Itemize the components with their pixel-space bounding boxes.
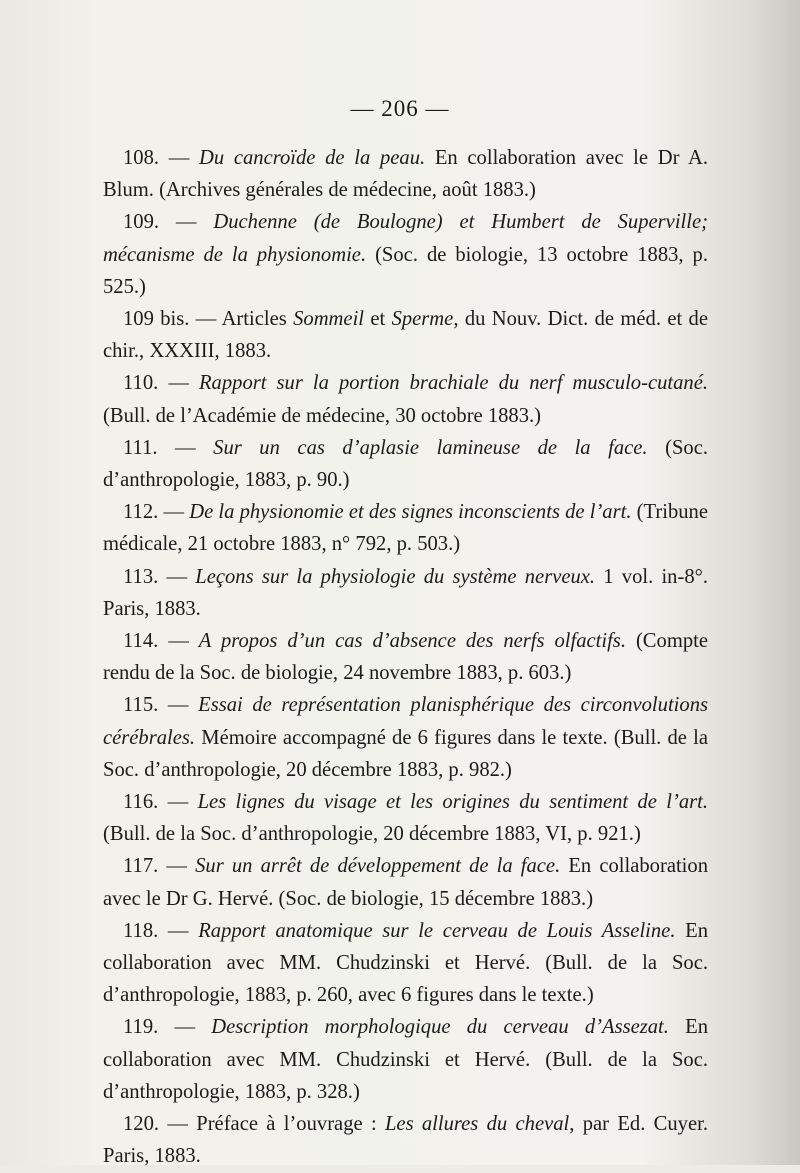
entry-title: Sur un arrêt de développement de la face. [195,855,561,878]
entry-number: 118. [123,919,159,942]
entry-text: En collaboration avec MM. Chudzinski et Hervé. (Bull. de la Soc. d’anthropologie, 1883, p. 328.) [103,1016,709,1103]
entry-number: 109. [123,211,160,234]
entry-text: Mémoire accompagné de 6 figures dans le texte. (Bull. de la Soc. d’anthropologie, 20 décembre 1883, p. 982.) [103,726,708,781]
entry-title: Les lignes du visage et les origines du sentiment de l’art. [197,791,709,814]
entry-text: , par Ed. Cuyer. Paris, 1883. [103,1113,708,1168]
entry-text: (Bull. de l’Académie de médecine, 30 octobre 1883.) [103,404,542,427]
bibliography-entry: 110. — Rapport sur la portion brachiale du nerf musculo-cutané. (Bull. de l’Académie de médecine, 30 octobre 1883.) [103,372,709,427]
bibliography-entry: 109 bis. — Articles Sommeil et Sperme, du Nouv. Dict. de méd. et de chir., XXXIII, 1883. [103,308,708,363]
entry-number: 112. [123,501,159,524]
entry-title: Description morphologique du cerveau d’Assezat. [211,1016,669,1039]
entry-text: En collaboration avec le Dr A. Blum. (Archives générales de médecine, août 1883.) [103,147,708,202]
bibliography-entry: 115. — Essai de représentation planisphérique des circonvolutions cérébrales. Mémoire accompagné de 6 figures dans le texte. (Bull. de la Soc. d’anthropologie, 20 décembre 1883, p. 982.) [103,694,709,781]
entry-text: (Soc. d’anthropologie, 1883, p. 90.) [103,436,709,492]
entry-title: Du cancroïde de la peau. [199,147,426,169]
entry-title: Essai de représentation planisphérique des circonvolutions cérébrales. [103,694,709,749]
bibliography-entry: 112. — De la physionomie et des signes inconscients de l’art. (Tribune médicale, 21 octobre 1883, n° 792, p. 503.) [103,501,708,556]
entry-text: (Soc. de biologie, 13 octobre 1883, p. 525.) [103,243,708,298]
bibliography-entry: 116. — Les lignes du visage et les origines du sentiment de l’art. (Bull. de la Soc. d’anthropologie, 20 décembre 1883, VI, p. 921.) [103,791,709,846]
entry-number: 120. [123,1113,160,1136]
bibliography-entry: 117. — Sur un arrêt de développement de la face. En collaboration avec le Dr G. Hervé. (Soc. de biologie, 15 décembre 1883.) [103,855,708,910]
entry-number: 119. [123,1016,159,1039]
entry-text: (Compte rendu de la Soc. de biologie, 24 novembre 1883, p. 603.) [103,630,709,685]
entry-number: 117. [123,855,159,878]
bibliography-entry: 113. — Leçons sur la physiologie du système nerveux. 1 vol. in-8°. Paris, 1883. [103,565,708,620]
page-number: — 206 — [350,96,450,121]
entry-title: Duchenne (de Boulogne) et Humbert de Superville; mécanisme de la physionomie. [103,211,708,266]
entry-title: Rapport anatomique sur le cerveau de Louis Asseline. [198,919,676,942]
entry-title: Rapport sur la portion brachiale du nerf musculo-cutané. [198,372,709,395]
entry-title: Sperme [391,308,454,331]
bibliography-list [103,142,708,1173]
entry-title: Leçons sur la physiologie du système nerveux. [195,565,596,588]
entry-number: 114. [123,630,159,653]
entry-text: (Bull. de la Soc. d’anthropologie, 20 décembre 1883, VI, p. 921.) [103,823,641,846]
bibliography-entry: 120. — Préface à l’ouvrage : Les allures du cheval, par Ed. Cuyer. Paris, 1883. [103,1113,708,1168]
entry-number: 109 bis. [123,308,190,331]
entry-number: 116. [123,791,159,814]
entry-number: 115. [123,694,159,717]
bibliography-entry: 114. — A propos d’un cas d’absence des nerfs olfactifs. (Compte rendu de la Soc. de biologie, 24 novembre 1883, p. 603.) [103,630,709,685]
entry-number: 110. [123,372,159,395]
bibliography-entry: 111. — Sur un cas d’aplasie lamineuse de la face. (Soc. d’anthropologie, 1883, p. 90.) [103,436,709,492]
entry-number: 113. [123,565,159,588]
entry-text: En collaboration avec MM. Chudzinski et Hervé. (Bull. de la Soc. d’anthropologie, 1883, p. 260, avec 6 figures dans le texte.) [103,919,709,1007]
entry-number: 108. [123,147,160,169]
entry-title: De la physionomie et des signes inconscients de l’art. [189,501,632,524]
entry-text: En collaboration avec le Dr G. Hervé. (Soc. de biologie, 15 décembre 1883.) [103,855,708,910]
entry-text: 1 vol. in-8°. Paris, 1883. [103,565,708,620]
bibliography-entry: 119. — Description morphologique du cerveau d’Assezat. En collaboration avec MM. Chudzinski et Hervé. (Bull. de la Soc. d’anthropologie, 1883, p. 328.) [103,1016,709,1103]
entry-title: A propos d’un cas d’absence des nerfs olfactifs. [198,630,626,653]
entry-title: Les allures du cheval [384,1113,570,1136]
entry-number: 111. [123,436,158,459]
bibliography-entry: 108. — Du cancroïde de la peau. En collaboration avec le Dr A. Blum. (Archives générales de médecine, août 1883.) [103,147,708,202]
entry-title: Sommeil [293,308,365,331]
bibliography-entry: 118. — Rapport anatomique sur le cerveau de Louis Asseline. En collaboration avec MM. Chudzinski et Hervé. (Bull. de la Soc. d’anthropologie, 1883, p. 260, avec 6 figures dans le texte.) [103,919,709,1007]
entry-text: , du Nouv. Dict. de méd. et de chir., XXXIII, 1883. [103,308,708,363]
entry-text: (Tribune médicale, 21 octobre 1883, n° 792, p. 503.) [103,501,708,556]
bibliography-entry: 109. — Duchenne (de Boulogne) et Humbert de Superville; mécanisme de la physionomie. (Soc. de biologie, 13 octobre 1883, p. 525.) [103,211,708,298]
entry-title: Sur un cas d’aplasie lamineuse de la face. [213,436,648,459]
